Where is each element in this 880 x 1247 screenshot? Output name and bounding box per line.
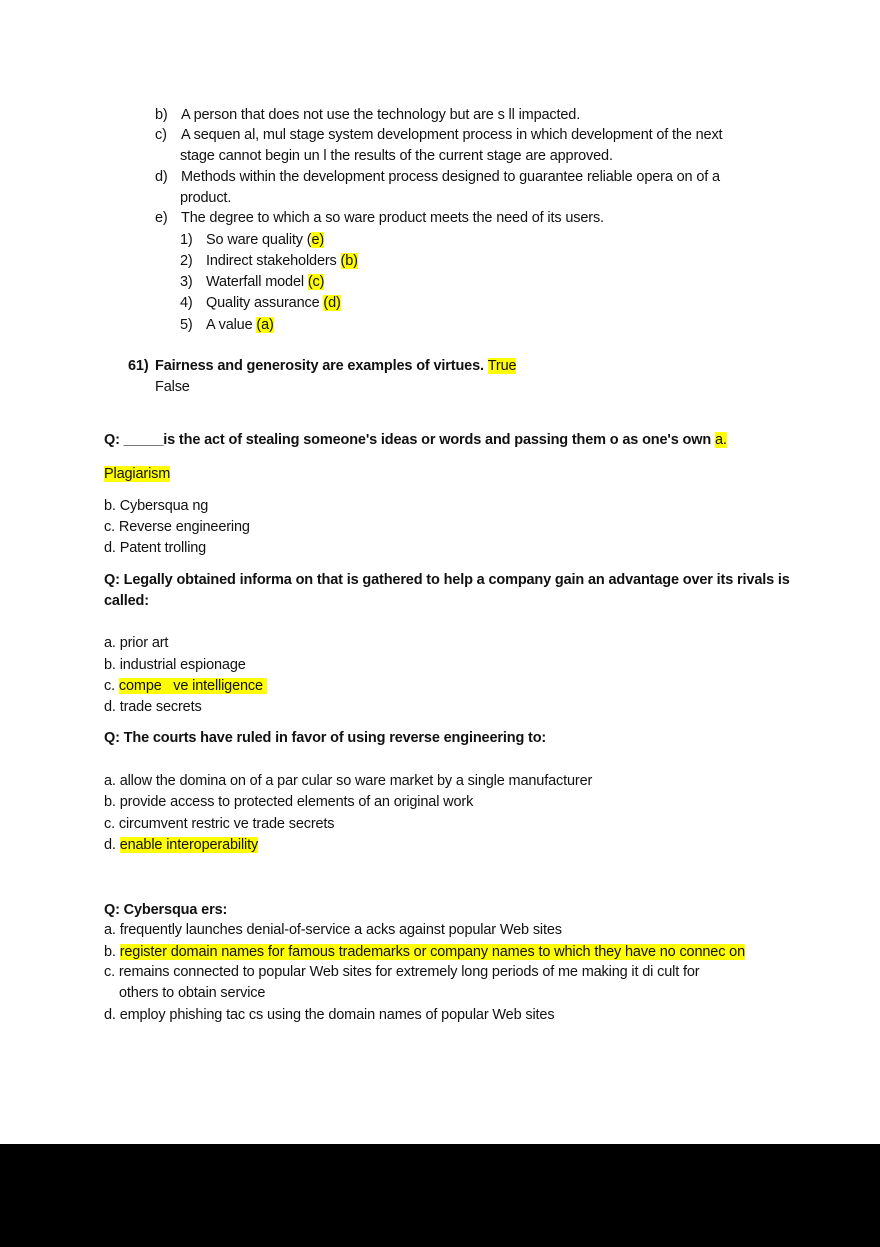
option-text: employ phishing tac cs using the domain names of popular Web sites [119,1007,555,1023]
option-text: Reverse engineering [118,519,250,535]
option-d [104,1005,554,1025]
option-a [104,920,562,940]
term-answer: (d) [323,295,341,311]
option-label: a. [104,773,116,789]
definition-text: A person that does not use the technology but are s ll impacted. [181,107,581,123]
option-text: trade secrets [119,699,202,715]
definition-text: A sequen al, mul stage system development process in which development of the next [181,127,723,143]
definition-c-continued: stage cannot begin un l the results of the current stage are approved. [180,148,613,164]
option-text: provide access to protected elements of an original work [119,794,474,810]
list-label: 4) [180,295,193,311]
definition-d [155,167,720,187]
option-b [104,496,208,516]
option-label: d. [104,837,116,853]
answer-plagiarism [104,464,170,484]
option-text-correct: compe ve intelligence [118,678,267,694]
option-b [104,792,473,812]
list-label: b) [155,107,168,123]
term-text: A value [206,317,257,333]
question-intelligence-line1: Q: Legally obtained informa on that is gathered to help a company gain an advantage over its rivals is [104,572,790,588]
option-label: b. [104,944,116,960]
option-label: c. [104,519,115,535]
option-c [104,962,699,982]
question-reverse-engineering: Q: The courts have ruled in favor of using reverse engineering to: [104,730,547,746]
option-text: frequently launches denial-of-service a acks against popular Web sites [119,922,562,938]
question-number: 61) [128,358,149,374]
option-c [104,814,334,834]
definition-d-continued: product. [180,190,232,206]
list-label: 3) [180,274,193,290]
question-plagiarism [104,430,727,450]
term-text: Waterfall model [206,274,308,290]
question-text: Fairness and generosity are examples of virtues. [155,358,488,374]
option-text-correct: enable interoperability [119,837,259,853]
option-text-correct: register domain names for famous trademarks or company names to which they have no connec on [119,944,746,960]
option-label: d. [104,540,116,556]
option-false: False [155,379,190,395]
option-text: circumvent restric ve trade secrets [118,816,335,832]
term-5 [180,315,274,335]
answer-text: Plagiarism [104,466,171,482]
option-label: a. [104,635,116,651]
option-text: Patent trolling [119,540,207,556]
term-answer: (a) [256,317,274,333]
definition-c [155,125,722,145]
answer-label: a. [714,432,727,448]
option-label: b. [104,794,116,810]
list-label: e) [155,210,168,226]
list-label: c) [155,127,167,143]
option-a [104,633,168,653]
option-label: b. [104,498,116,514]
option-text: allow the domina on of a par cular so ware market by a single manufacturer [119,773,593,789]
list-label: 5) [180,317,193,333]
question-61 [128,356,516,376]
term-4 [180,293,341,313]
term-text: So ware quality ( [206,232,312,248]
option-d [104,697,202,717]
option-label: a. [104,922,116,938]
option-c [104,517,250,537]
option-label: d. [104,699,116,715]
term-2 [180,251,358,271]
term-answer: (c) [307,274,325,290]
option-b [104,655,246,675]
term-text: Quality assurance [206,295,324,311]
black-bottom-area [0,1144,880,1247]
option-a [104,771,592,791]
option-c [104,676,267,696]
definition-text: The degree to which a so ware product meets the need of its users. [181,210,604,226]
option-label: c. [104,678,115,694]
option-c-continued: others to obtain service [119,985,266,1001]
term-3 [180,272,324,292]
question-cybersquatters: Q: Cybersqua ers: [104,902,228,918]
option-text: Cybersqua ng [119,498,209,514]
question-text: Q: _____is the act of stealing someone's ideas or words and passing them o as one's own [104,432,715,448]
option-text: prior art [119,635,169,651]
option-d [104,538,206,558]
option-label: c. [104,964,115,980]
list-label: 1) [180,232,193,248]
definition-e [155,208,604,228]
definition-text: Methods within the development process designed to guarantee reliable opera on of a [181,169,720,185]
term-text: Indirect stakeholders [206,253,341,269]
option-label: d. [104,1007,116,1023]
question-intelligence-line2: called: [104,593,149,609]
list-label: 2) [180,253,193,269]
option-b [104,942,745,962]
option-label: c. [104,816,115,832]
option-label: b. [104,657,116,673]
option-d [104,835,258,855]
option-text: remains connected to popular Web sites for extremely long periods of me making it di cult for [118,964,700,980]
term-answer: e) [311,232,325,248]
term-answer: (b) [340,253,358,269]
list-label: d) [155,169,168,185]
term-1 [180,230,324,250]
option-text: industrial espionage [119,657,246,673]
definition-b [155,105,580,125]
answer-true: True [487,358,517,374]
